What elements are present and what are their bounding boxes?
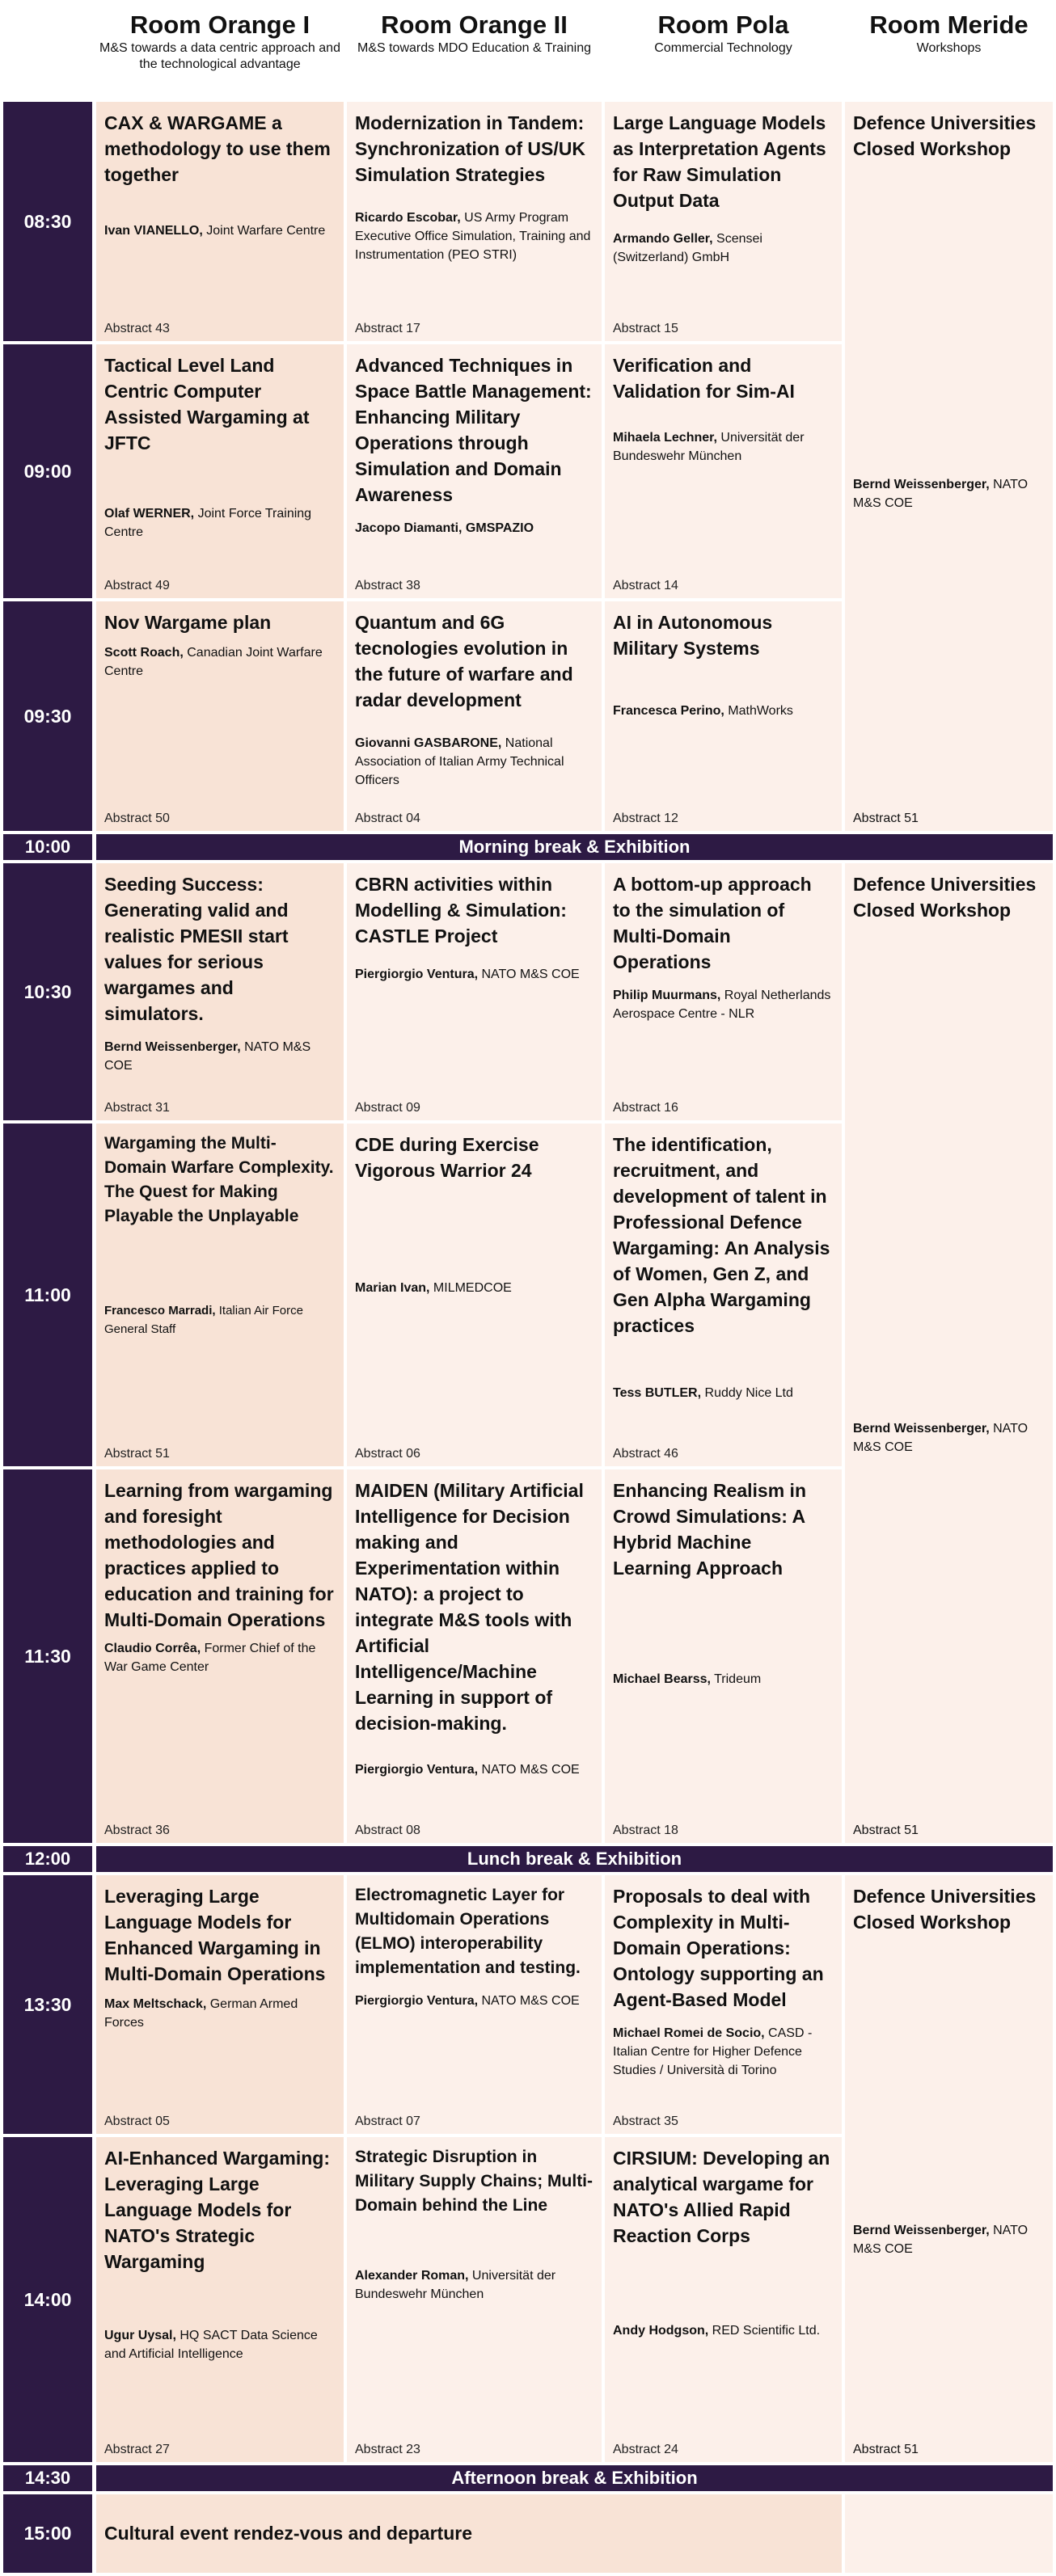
session-card[interactable] bbox=[347, 1469, 602, 1843]
time-slot: 14:30 bbox=[3, 2465, 92, 2491]
workshop-title: Defence Universities Closed Workshop bbox=[853, 1886, 1037, 1933]
speaker-name: Ugur Uysal, bbox=[104, 2329, 176, 2342]
speaker-line bbox=[853, 2221, 1053, 2258]
speaker-line bbox=[613, 230, 834, 267]
speaker-line bbox=[355, 519, 593, 538]
session-card[interactable] bbox=[347, 1875, 602, 2134]
room-name: Room Pola bbox=[657, 11, 789, 39]
session-card[interactable] bbox=[96, 1875, 344, 2134]
session-title: Tactical Level Land Centric Computer Assisted Wargaming at JFTC bbox=[104, 355, 310, 453]
abstract-number: Abstract 09 bbox=[355, 1101, 420, 1115]
abstract-number: Abstract 05 bbox=[104, 2114, 170, 2128]
time-slot: 12:00 bbox=[3, 1846, 92, 1872]
session-title: Modernization in Tandem: Synchronization of US/UK Simulation Strategies bbox=[355, 112, 585, 185]
room-name: Room Orange I bbox=[129, 11, 310, 39]
room-header-orange-1 bbox=[96, 0, 344, 95]
session-title: Quantum and 6G tecnologies evolution in the future of warfare and radar development bbox=[355, 612, 573, 710]
abstract-number: Abstract 24 bbox=[613, 2443, 678, 2456]
session-title: Electromagnetic Layer for Multidomain Operations (ELMO) interoperability implementation and testing. bbox=[355, 1886, 581, 1977]
abstract-number: Abstract 27 bbox=[104, 2443, 170, 2456]
time-slot: 10:00 bbox=[3, 834, 92, 860]
abstract-number: Abstract 51 bbox=[104, 1447, 170, 1461]
speaker-affiliation: Joint Warfare Centre bbox=[202, 224, 326, 238]
session-card[interactable] bbox=[347, 102, 602, 341]
session-card[interactable] bbox=[96, 1124, 344, 1466]
abstract-number: Abstract 08 bbox=[355, 1823, 420, 1837]
speaker-affiliation: Joint Force Training Centre bbox=[104, 507, 312, 539]
session-title: CDE during Exercise Vigorous Warrior 24 bbox=[355, 1134, 539, 1181]
speaker-line bbox=[104, 504, 336, 542]
speaker-line bbox=[104, 221, 336, 240]
workshop-card[interactable] bbox=[845, 1875, 1053, 2462]
speaker-line bbox=[613, 2024, 834, 2080]
speaker-name: Bernd Weissenberger, bbox=[104, 1040, 241, 1054]
speaker-line bbox=[355, 1279, 593, 1297]
speaker-line bbox=[355, 1760, 593, 1779]
speaker-name: Mihaela Lechner, bbox=[613, 431, 717, 445]
session-title: AI-Enhanced Wargaming: Leveraging Large Language Models for NATO's Strategic Wargaming bbox=[104, 2148, 330, 2272]
room-header-pola bbox=[605, 0, 842, 95]
workshop-title: Defence Universities Closed Workshop bbox=[853, 874, 1037, 921]
abstract-number: Abstract 23 bbox=[355, 2443, 420, 2456]
room-subtitle: M&S towards MDO Education & Training bbox=[357, 41, 591, 55]
session-title: AI in Autonomous Military Systems bbox=[613, 612, 773, 659]
room-subtitle: M&S towards a data centric approach and the technological advantage bbox=[99, 41, 340, 71]
speaker-affiliation: National Association of Italian Army Technical Officers bbox=[355, 736, 564, 787]
break-bar-morning: Morning break & Exhibition bbox=[96, 834, 1053, 860]
speaker-name: Andy Hodgson, bbox=[613, 2324, 709, 2338]
speaker-affiliation: Trideum bbox=[710, 1672, 762, 1686]
speaker-affiliation: MILMEDCOE bbox=[429, 1281, 512, 1295]
session-card[interactable] bbox=[96, 102, 344, 341]
speaker-affiliation: NATO M&S COE bbox=[478, 968, 580, 981]
final-event-empty-cell bbox=[845, 2494, 1053, 2573]
speaker-line bbox=[613, 1670, 834, 1689]
session-title: Advanced Techniques in Space Battle Management: Enhancing Military Operations through Simulation and Domain Awareness bbox=[355, 355, 592, 505]
speaker-line bbox=[355, 1992, 593, 2010]
session-card[interactable] bbox=[347, 1124, 602, 1466]
abstract-number: Abstract 18 bbox=[613, 1823, 678, 1837]
break-bar-afternoon: Afternoon break & Exhibition bbox=[96, 2465, 1053, 2491]
room-subtitle: Workshops bbox=[916, 41, 982, 55]
room-header-orange-2 bbox=[347, 0, 602, 95]
time-slot: 11:30 bbox=[3, 1469, 92, 1843]
session-title: CIRSIUM: Developing an analytical wargame for NATO's Allied Rapid Reaction Corps bbox=[613, 2148, 830, 2246]
abstract-number: Abstract 12 bbox=[613, 812, 678, 825]
time-slot: 10:30 bbox=[3, 863, 92, 1120]
speaker-affiliation: US Army Program Executive Office Simulation, Training and Instrumentation (PEO STRI) bbox=[355, 211, 591, 262]
session-title: Verification and Validation for Sim-AI bbox=[613, 355, 795, 402]
speaker-name: Alexander Roman, bbox=[355, 2269, 469, 2283]
session-title: Strategic Disruption in Military Supply Chains; Multi-Domain behind the Line bbox=[355, 2148, 593, 2215]
session-title: Enhancing Realism in Crowd Simulations: A Hybrid Machine Learning Approach bbox=[613, 1480, 806, 1579]
speaker-name: Armando Geller, bbox=[613, 232, 713, 246]
speaker-line bbox=[104, 1301, 336, 1339]
session-card[interactable] bbox=[96, 344, 344, 598]
speaker-affiliation: Universität der Bundeswehr München bbox=[613, 431, 805, 463]
speaker-line bbox=[613, 428, 834, 466]
session-title: Nov Wargame plan bbox=[104, 612, 272, 633]
speaker-affiliation: RED Scientific Ltd. bbox=[708, 2324, 821, 2338]
speaker-affiliation: Universität der Bundeswehr München bbox=[355, 2269, 556, 2301]
final-event: Cultural event rendez-vous and departure bbox=[96, 2494, 842, 2573]
time-slot: 09:00 bbox=[3, 344, 92, 598]
speaker-affiliation: NATO M&S COE bbox=[104, 1040, 311, 1073]
speaker-name: Marian Ivan, bbox=[355, 1281, 430, 1295]
speaker-name: Bernd Weissenberger, bbox=[853, 1422, 990, 1436]
session-title: Learning from wargaming and foresight methodologies and practices applied to education and training for Multi-Domain Operations bbox=[104, 1480, 334, 1630]
break-bar-lunch: Lunch break & Exhibition bbox=[96, 1846, 1053, 1872]
speaker-line bbox=[355, 965, 593, 984]
time-slot: 11:00 bbox=[3, 1124, 92, 1466]
speaker-name: Ivan VIANELLO, bbox=[104, 224, 203, 238]
speaker-line bbox=[104, 1995, 336, 2032]
session-title: CAX & WARGAME a methodology to use them together bbox=[104, 112, 331, 185]
speaker-affiliation: CASD - Italian Centre for Higher Defence Studies / Università di Torino bbox=[613, 2026, 813, 2077]
abstract-number: Abstract 17 bbox=[355, 322, 420, 335]
workshop-card[interactable] bbox=[845, 102, 1053, 831]
speaker-affiliation: NATO M&S COE bbox=[478, 1994, 580, 2008]
workshop-card[interactable] bbox=[845, 863, 1053, 1843]
session-title: CBRN activities within Modelling & Simulation: CASTLE Project bbox=[355, 874, 567, 947]
speaker-name: Piergiorgio Ventura, bbox=[355, 1763, 479, 1777]
session-card[interactable] bbox=[605, 344, 842, 598]
speaker-line bbox=[613, 2321, 834, 2340]
speaker-name: Philip Muurmans, bbox=[613, 989, 721, 1002]
session-card[interactable] bbox=[605, 1875, 842, 2134]
speaker-line bbox=[613, 1384, 834, 1402]
speaker-name: Piergiorgio Ventura, bbox=[355, 968, 479, 981]
speaker-name: Olaf WERNER, bbox=[104, 507, 195, 521]
abstract-number: Abstract 14 bbox=[613, 579, 678, 592]
abstract-number: Abstract 49 bbox=[104, 579, 170, 592]
time-slot: 15:00 bbox=[3, 2494, 92, 2573]
speaker-line bbox=[104, 2326, 336, 2363]
abstract-number: Abstract 07 bbox=[355, 2114, 420, 2128]
speaker-affiliation: German Armed Forces bbox=[104, 1997, 298, 2030]
room-name: Room Orange II bbox=[381, 11, 568, 39]
speaker-line bbox=[613, 986, 834, 1023]
speaker-name: Francesco Marradi, bbox=[104, 1304, 216, 1318]
speaker-line bbox=[104, 1038, 336, 1075]
speaker-name: Piergiorgio Ventura, bbox=[355, 1994, 479, 2008]
abstract-number: Abstract 51 bbox=[853, 812, 919, 825]
speaker-affiliation: NATO M&S COE bbox=[853, 2224, 1029, 2256]
speaker-name: Bernd Weissenberger, bbox=[853, 2224, 990, 2237]
speaker-name: Francesca Perino, bbox=[613, 704, 724, 718]
time-slot: 13:30 bbox=[3, 1875, 92, 2134]
abstract-number: Abstract 15 bbox=[613, 322, 678, 335]
speaker-name: Ricardo Escobar, bbox=[355, 211, 461, 225]
speaker-name: Bernd Weissenberger, bbox=[853, 478, 990, 491]
session-title: A bottom-up approach to the simulation of Multi-Domain Operations bbox=[613, 874, 812, 972]
session-title: The identification, recruitment, and development of talent in Professional Defence Wargaming: An Analysis of Women, Gen Z, and Gen Alpha Wargaming practices bbox=[613, 1134, 830, 1336]
session-card[interactable] bbox=[605, 1124, 842, 1466]
session-card[interactable] bbox=[605, 102, 842, 341]
session-card[interactable] bbox=[605, 863, 842, 1120]
room-subtitle: Commercial Technology bbox=[654, 41, 792, 55]
session-card[interactable] bbox=[605, 2137, 842, 2462]
room-name: Room Meride bbox=[869, 11, 1029, 39]
abstract-number: Abstract 51 bbox=[853, 1823, 919, 1837]
session-card[interactable] bbox=[96, 863, 344, 1120]
speaker-affiliation: MathWorks bbox=[724, 704, 793, 718]
speaker-line bbox=[355, 2266, 593, 2304]
abstract-number: Abstract 51 bbox=[853, 2443, 919, 2456]
workshop-title: Defence Universities Closed Workshop bbox=[853, 112, 1037, 159]
room-header-meride bbox=[845, 0, 1053, 95]
speaker-affiliation: NATO M&S COE bbox=[478, 1763, 580, 1777]
speaker-name: Giovanni GASBARONE, bbox=[355, 736, 502, 750]
session-card[interactable] bbox=[347, 863, 602, 1120]
session-card[interactable] bbox=[96, 2137, 344, 2462]
abstract-number: Abstract 04 bbox=[355, 812, 420, 825]
session-title: Proposals to deal with Complexity in Multi-Domain Operations: Ontology supporting an Agent-Based Model bbox=[613, 1886, 824, 2010]
speaker-name: Michael Romei de Socio, bbox=[613, 2026, 765, 2040]
session-card[interactable] bbox=[96, 601, 344, 831]
abstract-number: Abstract 16 bbox=[613, 1101, 678, 1115]
speaker-affiliation: Former Chief of the War Game Center bbox=[104, 1642, 316, 1674]
speaker-name: Tess BUTLER, bbox=[613, 1386, 702, 1400]
session-title: MAIDEN (Military Artificial Intelligence for Decision making and Experimentation within NATO): a project to integrate M&S tools with Artificial Intelligence/Machine Learning in support of decision-making. bbox=[355, 1480, 584, 1734]
session-card[interactable] bbox=[605, 1469, 842, 1843]
speaker-line bbox=[355, 209, 593, 264]
session-card[interactable] bbox=[347, 601, 602, 831]
session-title: Large Language Models as Interpretation Agents for Raw Simulation Output Data bbox=[613, 112, 826, 211]
speaker-name: Max Meltschack, bbox=[104, 1997, 207, 2011]
abstract-number: Abstract 31 bbox=[104, 1101, 170, 1115]
session-card[interactable] bbox=[347, 344, 602, 598]
speaker-line bbox=[355, 734, 593, 790]
abstract-number: Abstract 50 bbox=[104, 812, 170, 825]
speaker-affiliation: HQ SACT Data Science and Artificial Intelligence bbox=[104, 2329, 318, 2361]
session-title: Wargaming the Multi-Domain Warfare Complexity. The Quest for Making Playable the Unplayable bbox=[104, 1134, 334, 1225]
time-slot: 14:00 bbox=[3, 2137, 92, 2462]
speaker-line bbox=[104, 643, 336, 681]
session-card[interactable] bbox=[96, 1469, 344, 1843]
abstract-number: Abstract 36 bbox=[104, 1823, 170, 1837]
session-title: Seeding Success: Generating valid and realistic PMESII start values for serious wargames and simulators. bbox=[104, 874, 289, 1024]
time-slot: 08:30 bbox=[3, 102, 92, 341]
abstract-number: Abstract 46 bbox=[613, 1447, 678, 1461]
speaker-affiliation: NATO M&S COE bbox=[853, 478, 1029, 510]
session-card[interactable] bbox=[605, 601, 842, 831]
abstract-number: Abstract 35 bbox=[613, 2114, 678, 2128]
abstract-number: Abstract 06 bbox=[355, 1447, 420, 1461]
speaker-line bbox=[104, 1639, 336, 1676]
session-card[interactable] bbox=[347, 2137, 602, 2462]
speaker-affiliation: Royal Netherlands Aerospace Centre - NLR bbox=[613, 989, 831, 1021]
speaker-line bbox=[853, 475, 1053, 512]
speaker-name: Claudio Corrêa, bbox=[104, 1642, 201, 1655]
speaker-line bbox=[613, 702, 834, 720]
abstract-number: Abstract 43 bbox=[104, 322, 170, 335]
abstract-number: Abstract 38 bbox=[355, 579, 420, 592]
time-slot: 09:30 bbox=[3, 601, 92, 831]
speaker-affiliation: Canadian Joint Warfare Centre bbox=[104, 646, 323, 678]
speaker-name: Jacopo Diamanti, GMSPAZIO bbox=[355, 521, 534, 535]
speaker-affiliation: Italian Air Force General Staff bbox=[104, 1304, 303, 1336]
speaker-name: Scott Roach, bbox=[104, 646, 184, 660]
speaker-affiliation: NATO M&S COE bbox=[853, 1422, 1029, 1454]
speaker-name: Michael Bearss, bbox=[613, 1672, 711, 1686]
speaker-affiliation: Scensei (Switzerland) GmbH bbox=[613, 232, 762, 264]
session-title: Leveraging Large Language Models for Enhanced Wargaming in Multi-Domain Operations bbox=[104, 1886, 326, 1984]
speaker-affiliation: Ruddy Nice Ltd bbox=[701, 1386, 793, 1400]
speaker-line bbox=[853, 1419, 1053, 1457]
